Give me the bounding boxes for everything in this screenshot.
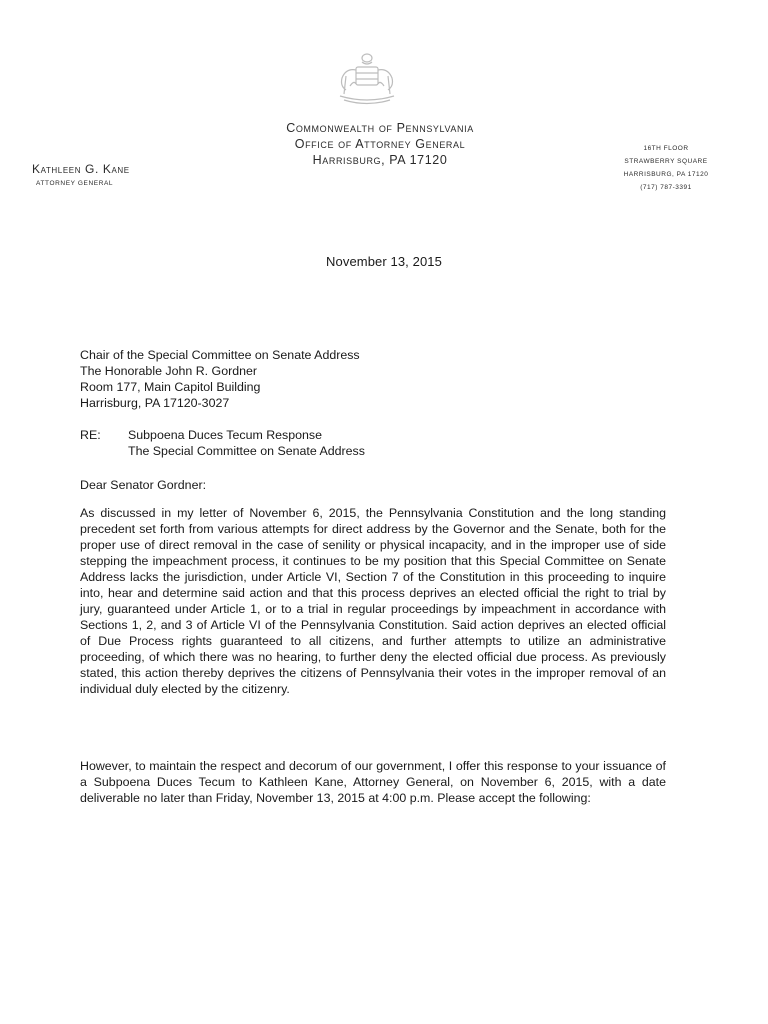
sender-title: ATTORNEY GENERAL <box>36 180 114 187</box>
sender-block <box>32 162 172 187</box>
letter-date: November 13, 2015 <box>326 254 442 269</box>
address-line-city: HARRISBURG, PA 17120 <box>623 171 709 178</box>
recipient-line: Harrisburg, PA 17120-3027 <box>80 396 230 410</box>
recipient-line: The Honorable John R. Gordner <box>80 364 258 378</box>
address-line-floor: 16TH FLOOR <box>643 145 689 152</box>
recipient-line: Room 177, Main Capitol Building <box>80 380 261 394</box>
office-line-attorney-general: Office of Attorney General <box>294 137 466 151</box>
subject-line: Subpoena Duces Tecum Response <box>128 428 323 442</box>
pennsylvania-coat-of-arms-icon <box>334 50 400 108</box>
subject-label: RE: <box>80 428 101 442</box>
office-line-city: Harrisburg, PA 17120 <box>312 153 448 167</box>
body-paragraph: As discussed in my letter of November 6, 2015, the Pennsylvania Constitution and the long standing precedent set forth from various attempts for direct address by the Governor and the Senate, both for the proper use of direct removal in the case of senility or physical incapacity, and in the improper use of side stepping the impeachment process, it continues to be my position that this Special Committee on Senate Address lacks the jurisdiction, under Article VI, Section 7 of the Constitution in this proceeding to inquire into, hear and determine said action and that this process deprives an elected official the right to trial by jury, guaranteed under Article 1, or to a trial in regular proceedings by impeachment in accordance with Sections 1, 2, and 3 of Article VI of the Pennsylvania Constitution. Said action deprives an elected official of Due Process rights guaranteed to all citizens, and further attempts to utilize an administrative proceeding, of which there was no hearing, to further deny the elected official due process. As previously stated, this action thereby deprives the citizens of Pennsylvania their votes in the improper removal of an individual duly elected by the citizenry. <box>80 506 666 696</box>
office-address-block <box>612 142 720 194</box>
recipient-line: Chair of the Special Committee on Senate Address <box>80 348 360 362</box>
office-line-commonwealth: Commonwealth of Pennsylvania <box>286 121 474 135</box>
subject-line: The Special Committee on Senate Address <box>128 444 365 458</box>
address-line-phone: (717) 787-3391 <box>640 184 692 191</box>
address-line-building: STRAWBERRY SQUARE <box>624 158 708 165</box>
sender-name: Kathleen G. Kane <box>32 162 130 176</box>
body-paragraph: However, to maintain the respect and decorum of our government, I offer this response to your issuance of a Subpoena Duces Tecum to Kathleen Kane, Attorney General, on November 6, 2015, with a date deliverable no later than Friday, November 13, 2015 at 4:00 p.m. Please accept the following: <box>80 759 666 805</box>
office-header <box>200 120 560 168</box>
salutation: Dear Senator Gordner: <box>80 478 207 492</box>
recipient-address <box>80 347 666 411</box>
